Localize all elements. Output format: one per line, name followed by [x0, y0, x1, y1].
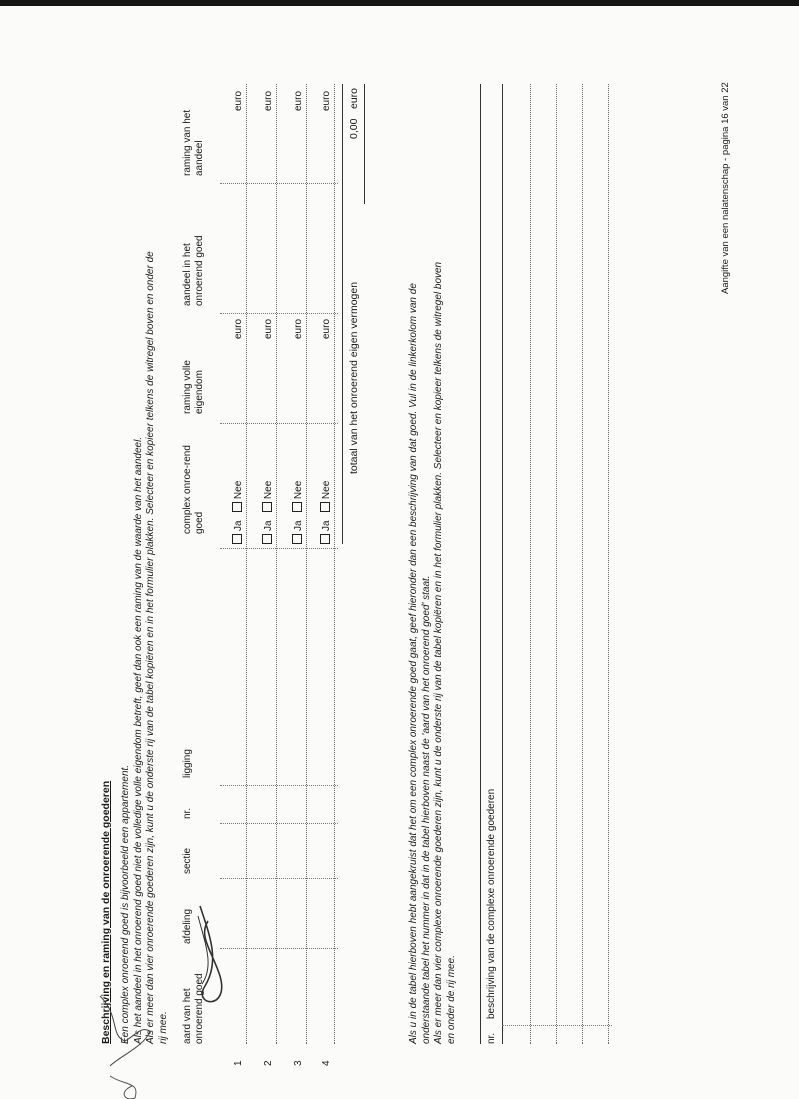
nee-label: Nee	[321, 480, 332, 500]
column-divider	[220, 313, 338, 314]
intro-line: Een complex onroerend goed is bijvoorbeeld een appartement.	[120, 764, 131, 1044]
euro-unit: euro	[263, 318, 274, 339]
intro-line: rij mee.	[157, 1011, 169, 1044]
note-line: en onder de rij mee.	[445, 955, 457, 1044]
row-divider	[530, 84, 531, 1044]
table2-header-rule	[502, 84, 503, 1044]
complex-choice	[320, 481, 333, 544]
page-footer: Aangifte van een nalatenschap - pagina 16 van 22	[720, 82, 731, 294]
header-raming-aandeel: raming van het aandeel	[182, 109, 205, 176]
row-number: 1	[233, 1060, 244, 1066]
euro-unit: euro	[263, 90, 274, 111]
checkbox-nee[interactable]	[232, 502, 242, 512]
euro-unit: euro	[233, 90, 244, 111]
section-title: Beschrijving en raming van de onroerende goederen	[100, 780, 112, 1044]
checkbox-ja[interactable]	[292, 534, 302, 544]
header-aard: aard van het onroerend goed	[182, 973, 205, 1044]
row-divider	[276, 84, 277, 1044]
header-description: beschrijving van de complexe onroerende goederen	[486, 788, 497, 1019]
row-divider	[556, 84, 557, 1044]
complex-note	[408, 44, 458, 1044]
ja-label: Ja	[293, 520, 304, 531]
header-nr: nr.	[486, 1032, 497, 1044]
euro-unit: euro	[321, 90, 332, 111]
total-rule	[342, 84, 343, 544]
header-sectie: sectie	[182, 847, 193, 874]
complex-choice	[232, 481, 245, 544]
header-aandeel: aandeel in het onroerend goed	[182, 235, 205, 306]
checkbox-ja[interactable]	[262, 534, 272, 544]
euro-unit: euro	[293, 90, 304, 111]
note-line: Als u in de tabel hierboven hebt aangekruist dat het om een complex onroerende goed gaat, geef hieronder dan een beschrijving van dat goed. Vul in de linkerkolom van de	[408, 283, 419, 1044]
total-label: totaal van het onroerend eigen vermogen	[348, 281, 360, 474]
intro-line: Als er meer dan vier onroerende goederen zijn, kunt u de onderste rij van de tabel kopiëren en in het formulier plakken. Selecteer en kopieer telkens de witregel boven en onder de	[145, 251, 156, 1044]
header-ligging: ligging	[182, 749, 193, 778]
column-divider	[220, 785, 338, 786]
note-line: Als er meer dan vier complexe onroerende goederen zijn, kunt u de onderste rij van de tabel kopiëren en in het formulier plakken. Selecteer en kopieer telkens de witregel boven	[433, 261, 444, 1044]
header-afdeling: afdeling	[182, 908, 193, 944]
row-number: 3	[293, 1060, 304, 1066]
table2-top-rule	[480, 84, 481, 1044]
row-divider	[306, 84, 307, 1044]
column-divider	[220, 423, 338, 424]
intro-line: Als het aandeel in het onroerend goed niet de volledige volle eigendom betreft, geef dan ook een raming van de waarde van het aandeel.	[132, 436, 144, 1044]
nee-label: Nee	[293, 480, 304, 500]
header-nr: nr.	[182, 807, 193, 819]
nee-label: Nee	[233, 480, 244, 500]
euro-unit: euro	[321, 318, 332, 339]
scanned-page	[0, 6, 799, 1099]
checkbox-ja[interactable]	[232, 534, 242, 544]
row-number: 4	[321, 1060, 332, 1066]
header-raming-volle: raming volle eigendom	[182, 360, 205, 414]
complex-choice	[262, 481, 275, 544]
column-divider	[502, 1025, 612, 1026]
ja-label: Ja	[321, 520, 332, 531]
total-underline	[364, 84, 365, 204]
euro-unit: euro	[233, 318, 244, 339]
row-number: 2	[263, 1060, 274, 1066]
checkbox-nee[interactable]	[320, 502, 330, 512]
total-unit: euro	[348, 87, 360, 109]
checkbox-nee[interactable]	[262, 502, 272, 512]
ja-label: Ja	[263, 520, 274, 531]
row-divider	[246, 84, 247, 1044]
nee-label: Nee	[263, 480, 274, 500]
signature-scribble	[80, 866, 240, 1099]
checkbox-ja[interactable]	[320, 534, 330, 544]
row-divider	[334, 84, 335, 1044]
column-divider	[220, 183, 338, 184]
euro-unit: euro	[293, 318, 304, 339]
total-value: 0,00	[348, 118, 360, 139]
row-divider	[582, 84, 583, 1044]
note-line: onderstaande tabel het nummer in dat in de tabel hierboven naast de 'aard van het onroerend goed' staat.	[420, 575, 432, 1044]
checkbox-nee[interactable]	[292, 502, 302, 512]
complex-choice	[292, 481, 305, 544]
column-divider	[220, 548, 338, 549]
row-divider	[608, 84, 609, 1044]
header-complex: complex onroe-rend goed	[182, 445, 205, 534]
ja-label: Ja	[233, 520, 244, 531]
column-divider	[220, 823, 338, 824]
